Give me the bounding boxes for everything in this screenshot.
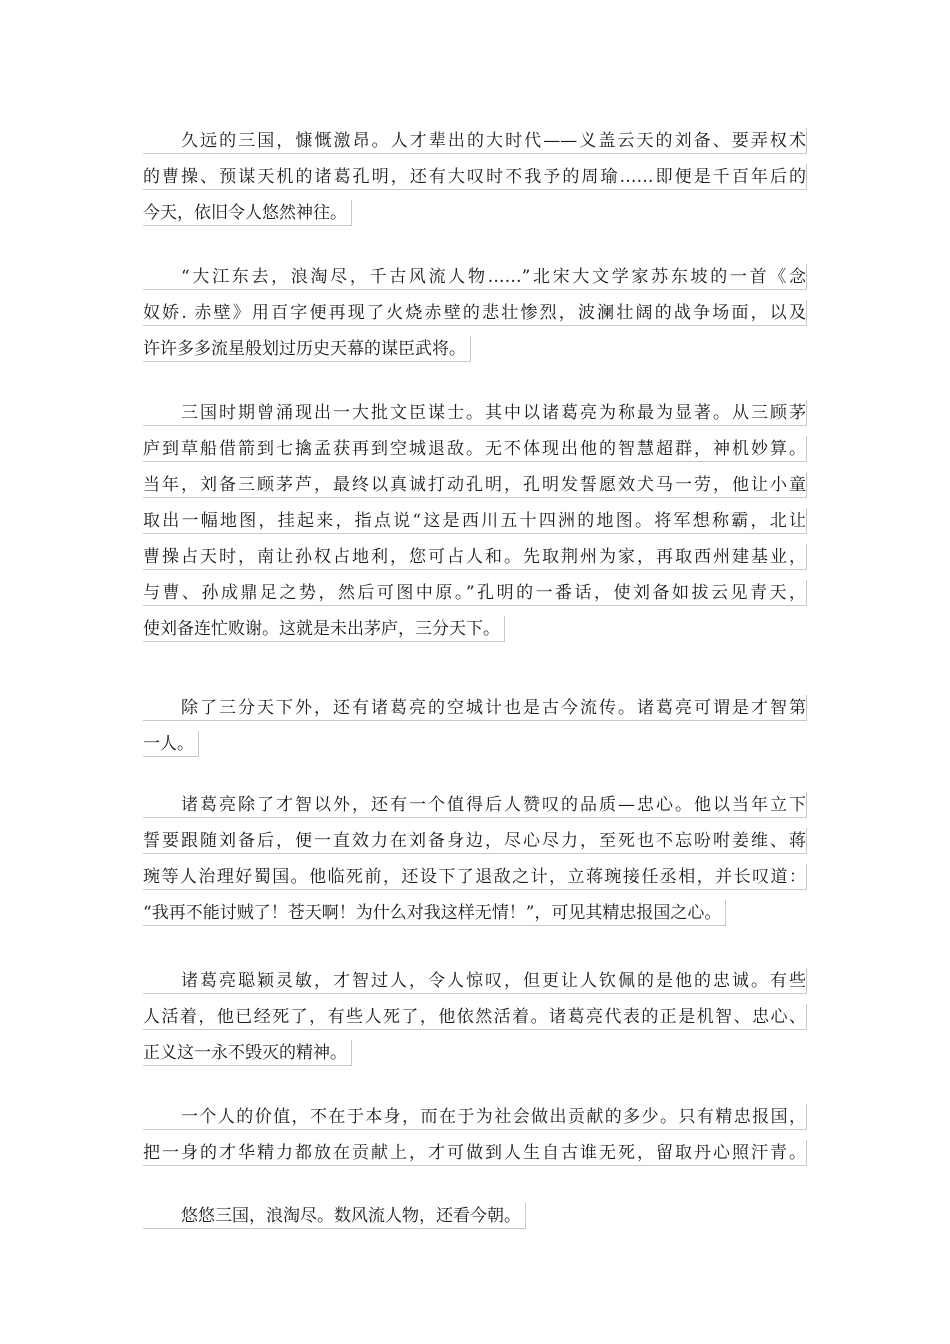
text-line: 庐到草船借箭到七擒孟获再到空城退敌。无不体现出他的智慧超群，神机妙算。 bbox=[143, 436, 807, 462]
paragraph-5 bbox=[143, 792, 807, 936]
text-line: 除了三分天下外，还有诸葛亮的空城计也是古今流传。诸葛亮可谓是才智第 bbox=[143, 695, 807, 721]
paragraph-6 bbox=[143, 968, 807, 1076]
text-line: 誓要跟随刘备后，便一直效力在刘备身边，尽心尽力，至死也不忘吩咐姜维、蒋 bbox=[143, 828, 807, 854]
text-line: 取出一幅地图，挂起来，指点说“这是西川五十四洲的地图。将军想称霸，北让 bbox=[143, 508, 807, 534]
paragraph-2 bbox=[143, 264, 807, 372]
text-line: 诸葛亮聪颖灵敏，才智过人，令人惊叹，但更让人钦佩的是他的忠诚。有些 bbox=[143, 968, 807, 994]
paragraph-1 bbox=[143, 128, 807, 236]
text-line: 一个人的价值，不在于本身，而在于为社会做出贡献的多少。只有精忠报国， bbox=[143, 1104, 807, 1130]
text-line: 正义这一永不毁灭的精神。 bbox=[143, 1040, 352, 1066]
text-line: 久远的三国，慷慨激昂。人才辈出的大时代——义盖云天的刘备、要弄权术 bbox=[143, 128, 807, 154]
text-line: 使刘备连忙败谢。这就是未出茅庐，三分天下。 bbox=[143, 616, 505, 642]
text-line: 曹操占天时，南让孙权占地利，您可占人和。先取荆州为家，再取西州建基业， bbox=[143, 544, 807, 570]
text-line: 把一身的才华精力都放在贡献上，才可做到人生自古谁无死，留取丹心照汗青。 bbox=[143, 1140, 807, 1166]
text-line: 诸葛亮除了才智以外，还有一个值得后人赞叹的品质—忠心。他以当年立下 bbox=[143, 792, 807, 818]
text-line: 三国时期曾涌现出一大批文臣谋士。其中以诸葛亮为称最为显著。从三顾茅 bbox=[143, 400, 807, 426]
text-line: 当年，刘备三顾茅芦，最终以真诚打动孔明，孔明发誓愿效犬马一劳，他让小童 bbox=[143, 472, 807, 498]
paragraph-4 bbox=[143, 695, 807, 767]
text-line: “大江东去，浪淘尽，千古风流人物……”北宋大文学家苏东坡的一首《念 bbox=[143, 264, 807, 290]
text-line: 与曹、孙成鼎足之势，然后可图中原。”孔明的一番话，使刘备如拔云见青天， bbox=[143, 580, 807, 606]
text-line: “我再不能讨贼了！苍天啊！为什么对我这样无情！”，可见其精忠报国之心。 bbox=[143, 900, 726, 926]
text-line: 的曹操、预谋天机的诸葛孔明，还有大叹时不我予的周瑜……即便是千百年后的 bbox=[143, 164, 807, 190]
text-line: 悠悠三国，浪淘尽。数风流人物，还看今朝。 bbox=[143, 1203, 526, 1229]
paragraph-7 bbox=[143, 1104, 807, 1176]
text-line: 奴娇. 赤壁》用百字便再现了火烧赤壁的悲壮惨烈，波澜壮阔的战争场面，以及 bbox=[143, 300, 807, 326]
text-line: 一人。 bbox=[143, 731, 199, 757]
text-line: 人活着，他已经死了，有些人死了，他依然活着。诸葛亮代表的正是机智、忠心、 bbox=[143, 1004, 807, 1030]
text-line: 琬等人治理好蜀国。他临死前，还设下了退敌之计，立蒋琬接任丞相，并长叹道： bbox=[143, 864, 807, 890]
paragraph-3 bbox=[143, 400, 807, 652]
text-line: 今天，依旧令人悠然神往。 bbox=[143, 200, 352, 226]
paragraph-8 bbox=[143, 1203, 807, 1239]
text-line: 许许多多流星般划过历史天幕的谋臣武将。 bbox=[143, 336, 471, 362]
